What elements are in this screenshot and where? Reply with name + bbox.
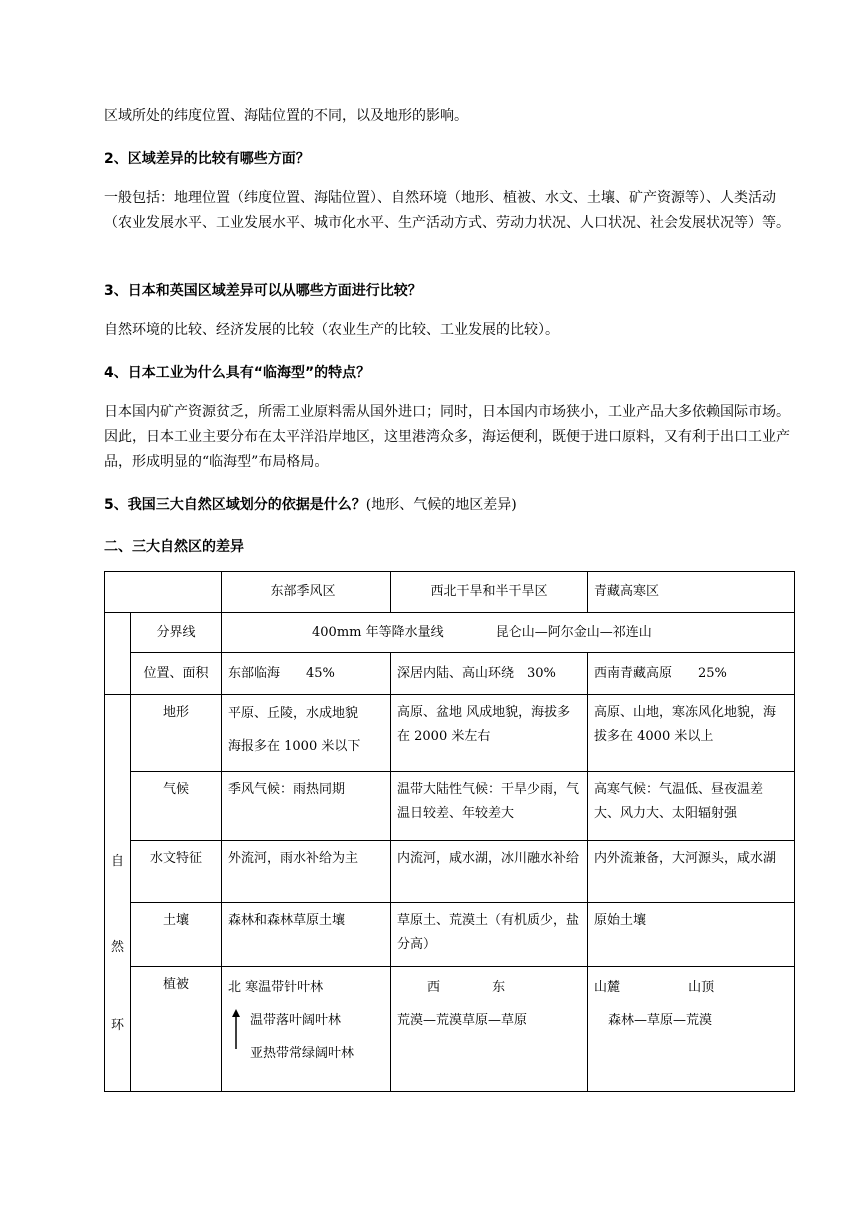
vegetation-northwest [391,967,588,1092]
q4-title: 4、日本工业为什么具有“临海型”的特点？ [104,365,371,381]
vegetation-west-label: 西 [427,980,441,995]
header-northwest: 西北干旱和半干旱区 [391,572,588,613]
vegetation-tibet [588,967,795,1092]
vegetation-row [105,967,795,1092]
vegetation-foot-label: 山麓 [594,980,621,995]
climate-east: 季风气候：雨热同期 [222,772,391,841]
nature-char-2: 然 [110,940,124,955]
terrain-east-line1: 平原、丘陵，水成地貌 [228,706,359,721]
q3-answer: 自然环境的比较、经济发展的比较（农业生产的比较、工业发展的比较）。 [104,322,559,338]
position-tibet: 西南青藏高原 25% [588,653,795,695]
header-east: 东部季风区 [222,572,391,613]
vegetation-nw-sequence: 荒漠—荒漠草原—草原 [397,1013,528,1028]
terrain-east [222,695,391,772]
position-east: 东部临海 45% [222,653,391,695]
hydrology-tibet: 内外流兼备，大河源头，咸水湖 [588,841,795,903]
q5-title [104,494,517,514]
vegetation-tb-sequence: 森林—草原—荒漠 [608,1013,713,1028]
nature-char-1: 自 [110,854,124,869]
hydrology-label: 水文特征 [131,841,222,903]
position-label: 位置、面积 [131,653,222,695]
terrain-northwest: 高原、盆地 风成地貌，海拔多在 2000 米左右 [391,695,588,772]
q4-answer: 日本国内矿产资源贫乏，所需工业原料需从国外进口；同时，日本国内市场狭小，工业产品大多依赖国际市场。因此，日本工业主要分布在太平洋沿岸地区，这里港湾众多，海运便利，既便于进口原料，又有利于出口工业产品，形成明显的“临海型”布局格局。 [104,404,790,470]
climate-northwest: 温带大陆性气候：干旱少雨，气温日较差、年较差大 [391,772,588,841]
q5-note: (地形、气候的地区差异) [365,497,517,513]
q5-question: 5、我国三大自然区域划分的依据是什么？ [104,497,366,513]
soil-northwest: 草原土、荒漠土（有机质少，盐分高） [391,903,588,967]
vegetation-north-label: 北 [228,980,242,995]
up-arrow-icon [230,1009,242,1049]
nature-group-label [105,695,131,1092]
terrain-label: 地形 [131,695,222,772]
nature-char-3: 环 [110,1018,124,1033]
vegetation-top-label: 山顶 [688,980,715,995]
vegetation-east-3: 亚热带常绿阔叶林 [250,1046,355,1061]
terrain-row [105,695,795,772]
intro-line: 区域所处的纬度位置、海陆位置的不同，以及地形的影响。 [104,108,468,124]
boundary-precip-line: 400mm 年等降水量线 [312,624,444,640]
boundary-value [222,613,795,653]
q2-answer: 一般包括：地理位置（纬度位置、海陆位置）、自然环境（地形、植被、水文、土壤、矿产资源等）、人类活动（农业发展水平、工业发展水平、城市化水平、生产活动方式、劳动力状况、人口状况、社会发展状况等）等。 [104,190,790,231]
hydrology-east: 外流河，雨水补给为主 [222,841,391,903]
hydrology-row [105,841,795,903]
boundary-mountain-line: 昆仑山—阿尔金山—祁连山 [495,624,652,640]
vegetation-east [222,967,391,1092]
terrain-east-line2: 海报多在 1000 米以下 [228,739,361,754]
vegetation-east-1: 寒温带针叶林 [245,980,324,995]
table-header-row [105,572,795,613]
soil-tibet: 原始土壤 [588,903,795,967]
soil-row [105,903,795,967]
q3-title: 3、日本和英国区域差异可以从哪些方面进行比较？ [104,283,422,299]
soil-label: 土壤 [131,903,222,967]
position-row [105,653,795,695]
climate-label: 气候 [131,772,222,841]
natural-regions-table [104,571,795,1092]
climate-row [105,772,795,841]
hydrology-northwest: 内流河，咸水湖，冰川融水补给 [391,841,588,903]
climate-tibet: 高寒气候：气温低、昼夜温差大、风力大、太阳辐射强 [588,772,795,841]
boundary-label: 分界线 [131,613,222,653]
header-tibet: 青藏高寒区 [588,572,795,613]
boundary-row [105,613,795,653]
vegetation-east-2: 温带落叶阔叶林 [250,1013,342,1028]
terrain-tibet: 高原、山地，寒冻风化地貌，海拔多在 4000 米以上 [588,695,795,772]
section2-title: 二、三大自然区的差异 [104,539,244,555]
soil-east: 森林和森林草原土壤 [222,903,391,967]
position-northwest: 深居内陆、高山环绕 30% [391,653,588,695]
vegetation-label: 植被 [131,967,222,1092]
vegetation-east-label: 东 [492,980,506,995]
q2-title: 2、区域差异的比较有哪些方面？ [104,151,310,167]
